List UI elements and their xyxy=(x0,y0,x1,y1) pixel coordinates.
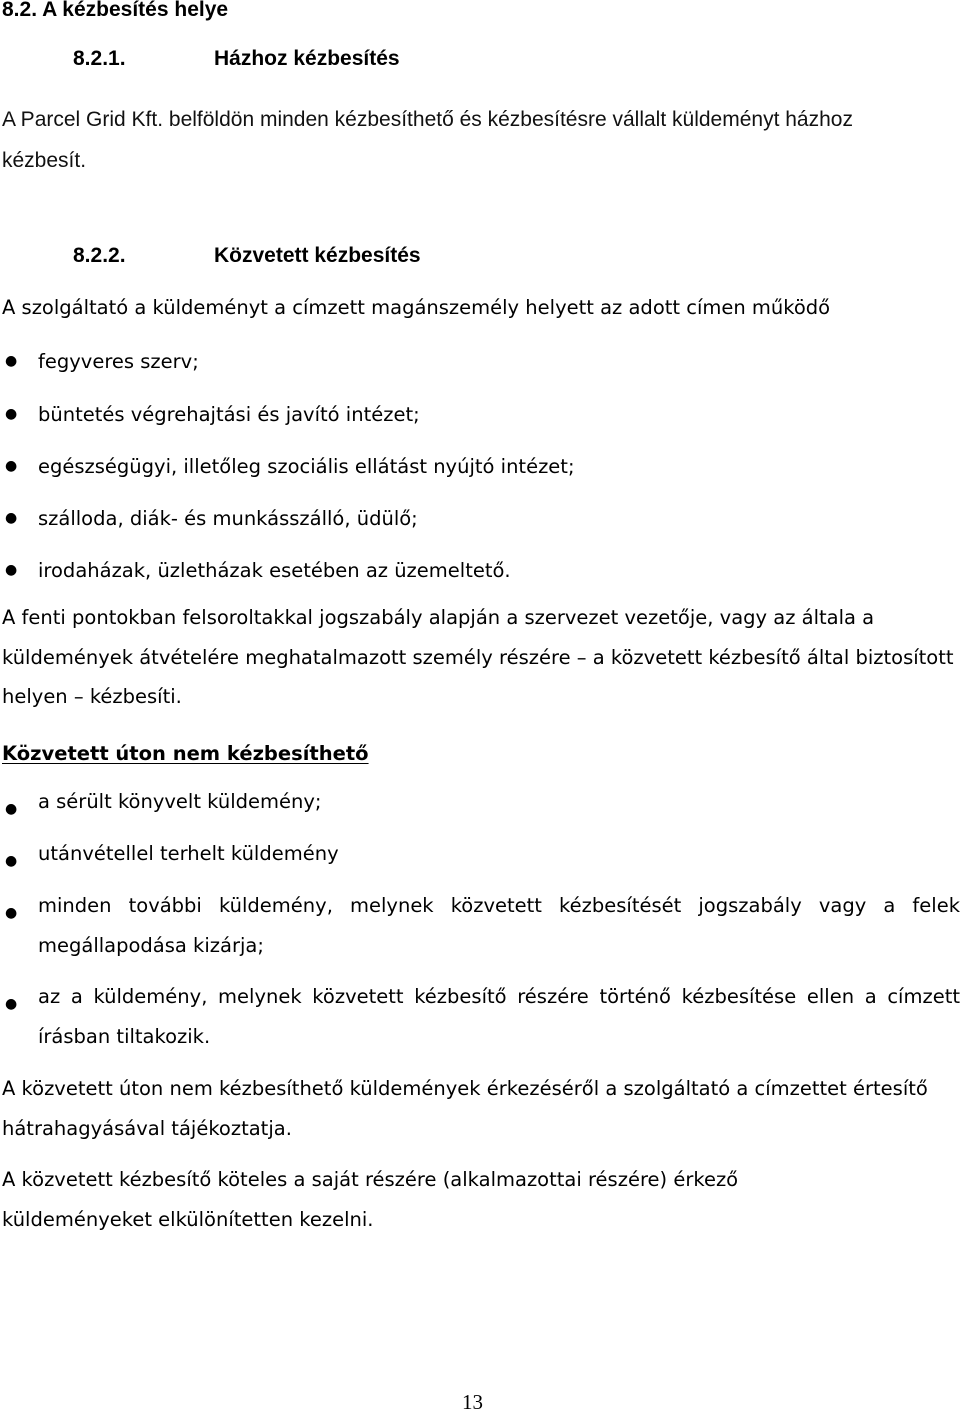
bullet-icon: ● xyxy=(5,406,18,422)
notification-paragraph: A közvetett úton nem kézbesíthető küldemények érkezéséről a szolgáltató a címzettet értesítő hátrahagyásával tájékoztatja. xyxy=(2,1077,928,1140)
bullet-icon: ● xyxy=(5,996,18,1012)
handling-paragraph: A közvetett kézbesítő köteles a saját részére (alkalmazottai részére) érkező küldeményeket elkülönítetten kezelni. xyxy=(2,1168,739,1231)
page-number: 13 xyxy=(462,1390,483,1414)
subsection-title-1: Házhoz kézbesítés xyxy=(214,47,400,70)
bullet-icon: ● xyxy=(5,801,18,817)
bullet-icon: ● xyxy=(5,353,18,369)
not-deliverable-heading: Közvetett úton nem kézbesíthető xyxy=(2,742,369,765)
subsection-intro-2: A szolgáltató a küldeményt a címzett magánszemély helyett az adott címen működő xyxy=(2,296,831,319)
bullet-icon: ● xyxy=(5,458,18,474)
subsection-number-2: 8.2.2. xyxy=(73,244,126,267)
bullet-icon: ● xyxy=(5,510,18,526)
subsection-number-1: 8.2.1. xyxy=(73,47,126,70)
bullet-icon: ● xyxy=(5,562,18,578)
subsection-title-2: Közvetett kézbesítés xyxy=(214,244,421,267)
bullet-icon: ● xyxy=(5,853,18,869)
section-heading: 8.2. A kézbesítés helye xyxy=(2,0,229,21)
bullet-icon: ● xyxy=(5,905,18,921)
delivery-paragraph: A fenti pontokban felsoroltakkal jogszabály alapján a szervezet vezetője, vagy az általa a küldemények átvételére meghatalmazott személy részére – a közvetett kézbesítő által biztosított helyen – kézbesíti. xyxy=(2,606,954,708)
subsection-body-1: A Parcel Grid Kft. belföldön minden kézbesíthető és kézbesítésre vállalt küldeményt házhoz kézbesít. xyxy=(2,108,853,172)
